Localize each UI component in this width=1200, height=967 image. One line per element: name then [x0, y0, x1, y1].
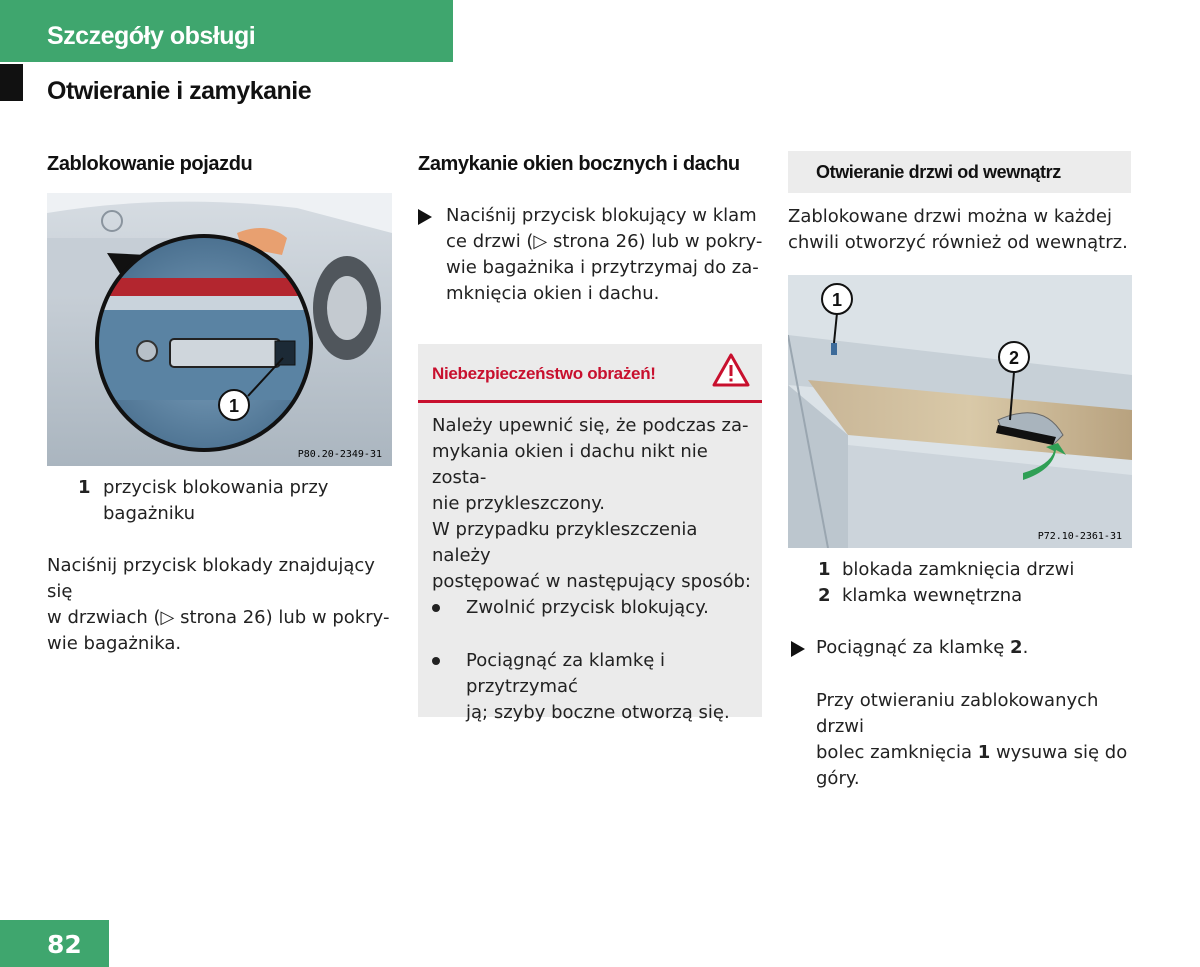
bullet-dot-icon — [432, 604, 440, 612]
door-handle-illustration — [788, 275, 1132, 548]
col1-paragraph — [47, 553, 397, 657]
text-line: Naciśnij przycisk blokady znajdujący się — [47, 555, 375, 602]
callout-1: 1 — [831, 290, 843, 310]
col3-step — [791, 635, 1136, 661]
page-number: 82 — [47, 930, 82, 959]
text-line: postępować w następujący sposób: — [432, 571, 751, 592]
legend-number: 1 — [78, 477, 91, 498]
text-line: nie przykleszczony. — [432, 493, 606, 514]
door-handle-drawing — [788, 275, 1132, 548]
section-header-bar — [0, 0, 453, 62]
col3-legend-item — [818, 557, 1138, 583]
callout-2: 2 — [1008, 348, 1020, 368]
section-title: Szczegóły obsługi — [47, 22, 256, 50]
warning-bullet-2 — [466, 648, 756, 726]
col3-note — [816, 688, 1146, 792]
trunk-lock-drawing — [47, 193, 392, 466]
text-line: W przypadku przykleszczenia należy — [432, 519, 698, 566]
warning-triangle-icon — [711, 352, 751, 388]
col2-step — [418, 203, 763, 307]
step-text: Pociągnąć za klamkę — [816, 637, 1011, 658]
image-code: P72.10-2361-31 — [1037, 531, 1122, 542]
chapter-marker — [0, 64, 23, 101]
text-line: Pociągnąć za klamkę i przytrzymać — [466, 650, 666, 697]
text-line: Przy otwieraniu zablokowanych drzwi — [816, 690, 1099, 737]
text-line: Zablokowane drzwi można w każdej — [788, 206, 1112, 227]
text-line: ją; szyby boczne otworzą się. — [466, 702, 730, 723]
col1-legend-item — [78, 475, 378, 524]
col1-heading: Zablokowanie pojazdu — [47, 153, 253, 175]
bullet-dot-icon — [432, 657, 440, 665]
legend-text: przycisk blokowania przy bagażniku — [103, 477, 329, 524]
col3-heading-bar — [788, 151, 1131, 193]
callout-1: 1 — [228, 396, 240, 416]
note-number: 1 — [977, 742, 991, 763]
text-line: wie bagażnika i przytrzymaj do za- — [446, 257, 759, 278]
trunk-lock-illustration — [47, 193, 392, 466]
text-line: wie bagażnika. — [47, 633, 182, 654]
text-line — [816, 740, 1146, 766]
legend-text: blokada zamknięcia drzwi — [842, 559, 1075, 580]
image-code: P80.20-2349-31 — [297, 449, 382, 460]
text-line: ce drzwi (▷ strona 26) lub w pokry- — [446, 231, 763, 252]
col2-heading: Zamykanie okien bocznych i dachu — [418, 153, 740, 175]
warning-bullet-1: Zwolnić przycisk blokujący. — [466, 597, 709, 618]
step-end: . — [1022, 637, 1029, 658]
legend-text: klamka wewnętrzna — [842, 585, 1023, 606]
text-line: Naciśnij przycisk blokujący w klam — [446, 205, 757, 226]
text-line: Należy upewnić się, że podczas za- — [432, 415, 749, 436]
text-line: w drzwiach (▷ strona 26) lub w pokry- — [47, 607, 390, 628]
warning-title: Niebezpieczeństwo obrażeń! — [432, 364, 656, 383]
legend-number: 1 — [818, 559, 831, 580]
page-title: Otwieranie i zamykanie — [47, 77, 312, 105]
text-line: mykania okien i dachu nikt nie zosta- — [432, 441, 708, 488]
step-arrow-icon — [418, 209, 432, 225]
step-arrow-icon — [791, 641, 805, 657]
step-number: 2 — [1010, 637, 1023, 658]
text-line: góry. — [816, 768, 860, 789]
warning-box — [418, 344, 762, 723]
col3-intro — [788, 204, 1133, 256]
col3-legend-item — [818, 583, 1138, 609]
text-line: chwili otworzyć również od wewnątrz. — [788, 232, 1128, 253]
warning-header — [418, 344, 762, 403]
legend-number: 2 — [818, 585, 831, 606]
text-line: mknięcia okien i dachu. — [446, 283, 660, 304]
warning-paragraph-2 — [432, 517, 757, 595]
page-number-box — [0, 920, 109, 967]
warning-paragraph-1 — [432, 413, 757, 517]
note-text: bolec zamknięcia — [816, 742, 978, 763]
col3-heading: Otwieranie drzwi od wewnątrz — [816, 162, 1061, 182]
note-text: wysuwa się do — [990, 742, 1128, 763]
